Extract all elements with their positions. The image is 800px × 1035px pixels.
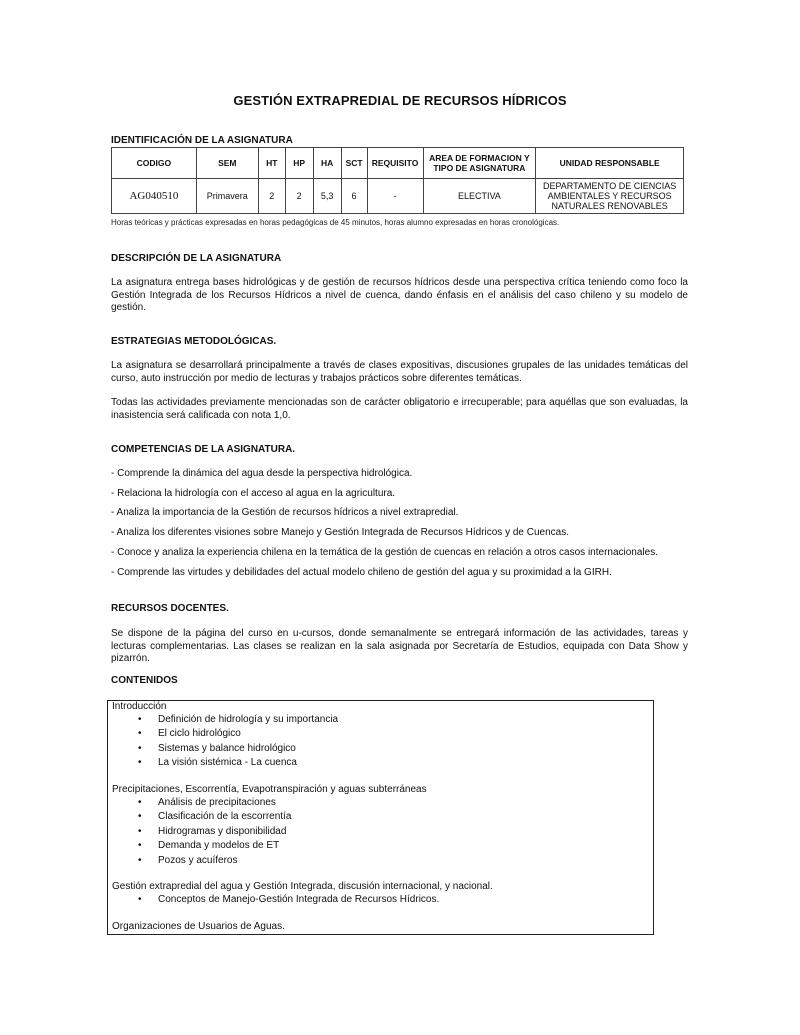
table-cell: 2 (258, 179, 285, 214)
list-item: • La visión sistémica - La cuenca (138, 757, 297, 768)
list-item: • Clasificación de la escorrentía (138, 811, 292, 822)
table-cell: Primavera (196, 179, 258, 214)
table-header-cell: HA (313, 148, 341, 179)
table-cell: - (367, 179, 423, 214)
identification-table (111, 147, 684, 214)
list-item: - Comprende la dinámica del agua desde la perspectiva hidrológica. (111, 468, 413, 479)
strategies-heading: ESTRATEGIAS METODOLÓGICAS. (111, 336, 277, 347)
list-item: • Conceptos de Manejo-Gestión Integrada de Recursos Hídricos. (138, 894, 440, 905)
list-item: - Analiza los diferentes visiones sobre Manejo y Gestión Integrada de Recursos Hídricos y de Cuencas. (111, 527, 570, 538)
table-cell-code: AG040510 (112, 179, 197, 214)
bullet-icon: • (138, 811, 142, 822)
list-item: • Hidrogramas y disponibilidad (138, 826, 287, 837)
contents-heading: CONTENIDOS (111, 675, 178, 686)
table-cell: ELECTIVA (423, 179, 536, 214)
description-heading: DESCRIPCIÓN DE LA ASIGNATURA (111, 253, 282, 264)
list-item: - Conoce y analiza la experiencia chilena en la temática de la gestión de cuencas en relación a otros casos internacionales. (111, 547, 658, 558)
table-cell: 6 (341, 179, 367, 214)
bullet-icon: • (138, 728, 142, 739)
hours-note: Horas teóricas y prácticas expresadas en horas pedagógicas de 45 minutos, horas alumno expresadas en horas cronológicas. (111, 218, 560, 227)
unit-title: Organizaciones de Usuarios de Aguas. (112, 921, 285, 932)
unit-title: Introducción (112, 701, 167, 712)
table-cell: 5,3 (313, 179, 341, 214)
contents-box (107, 700, 654, 935)
list-item: • Demanda y modelos de ET (138, 840, 280, 851)
list-item: • El ciclo hidrológico (138, 728, 241, 739)
table-header-cell: CODIGO (112, 148, 197, 179)
unit-title: Precipitaciones, Escorrentía, Evapotranspiración y aguas subterráneas (112, 784, 427, 795)
list-item: • Sistemas y balance hidrológico (138, 743, 296, 754)
table-header-row (112, 148, 684, 179)
list-item: • Pozos y acuíferos (138, 855, 238, 866)
page-title: GESTIÓN EXTRAPREDIAL DE RECURSOS HÍDRICOS (233, 93, 567, 108)
bullet-icon: • (138, 826, 142, 837)
list-item: • Análisis de precipitaciones (138, 797, 276, 808)
bullet-icon: • (138, 797, 142, 808)
bullet-icon: • (138, 894, 142, 905)
table-cell: 2 (285, 179, 313, 214)
table-cell: DEPARTAMENTO DE CIENCIAS AMBIENTALES Y RECURSOS NATURALES RENOVABLES (536, 179, 684, 214)
list-item: - Relaciona la hidrología con el acceso al agua en la agricultura. (111, 488, 396, 499)
table-header-cell: SEM (196, 148, 258, 179)
unit-title: Gestión extrapredial del agua y Gestión Integrada, discusión internacional, y nacional. (112, 881, 493, 892)
competencies-heading: COMPETENCIAS DE LA ASIGNATURA. (111, 444, 296, 455)
bullet-icon: • (138, 757, 142, 768)
identification-heading: IDENTIFICACIÓN DE LA ASIGNATURA (111, 135, 293, 146)
table-row (112, 179, 684, 214)
bullet-icon: • (138, 743, 142, 754)
bullet-icon: • (138, 840, 142, 851)
description-text: La asignatura entrega bases hidrológicas y de gestión de recursos hídricos desde una perspectiva crítica teniendo como foco la Gestión Integrada de los Recursos Hídricos a nivel de cuenca, dando énfasis en el análisis del caso chileno y su modelo de gestión. (111, 277, 688, 313)
resources-heading: RECURSOS DOCENTES. (111, 603, 229, 614)
table-header-cell: REQUISITO (367, 148, 423, 179)
table-header-cell: HT (258, 148, 285, 179)
strategies-paragraph-1: La asignatura se desarrollará principalmente a través de clases expositivas, discusiones grupales de las unidades temáticas del curso, auto instrucción por medio de lecturas y trabajos prácticos sobre diferentes temáticas. (111, 360, 688, 384)
resources-text: Se dispone de la página del curso en u-cursos, donde semanalmente se entregará información de las actividades, tareas y lecturas complementarias. Las clases se realizan en la sala asignada por Secretaría de Estudios, equipada con Data Show y pizarrón. (111, 628, 688, 664)
table-header-cell: HP (285, 148, 313, 179)
list-item: - Comprende las virtudes y debilidades del actual modelo chileno de gestión del agua y su proximidad a la GIRH. (111, 567, 612, 578)
table-header-cell: SCT (341, 148, 367, 179)
table-header-cell: AREA DE FORMACION Y TIPO DE ASIGNATURA (423, 148, 536, 179)
list-item: • Definición de hidrología y su importancia (138, 714, 339, 725)
list-item: - Analiza la importancia de la Gestión de recursos hídricos a nivel extrapredial. (111, 507, 459, 518)
strategies-paragraph-2: Todas las actividades previamente mencionadas son de carácter obligatorio e irrecuperable; para aquéllas que son evaluadas, la inasistencia será calificada con nota 1,0. (111, 397, 688, 421)
bullet-icon: • (138, 714, 142, 725)
bullet-icon: • (138, 855, 142, 866)
table-header-cell: UNIDAD RESPONSABLE (536, 148, 684, 179)
